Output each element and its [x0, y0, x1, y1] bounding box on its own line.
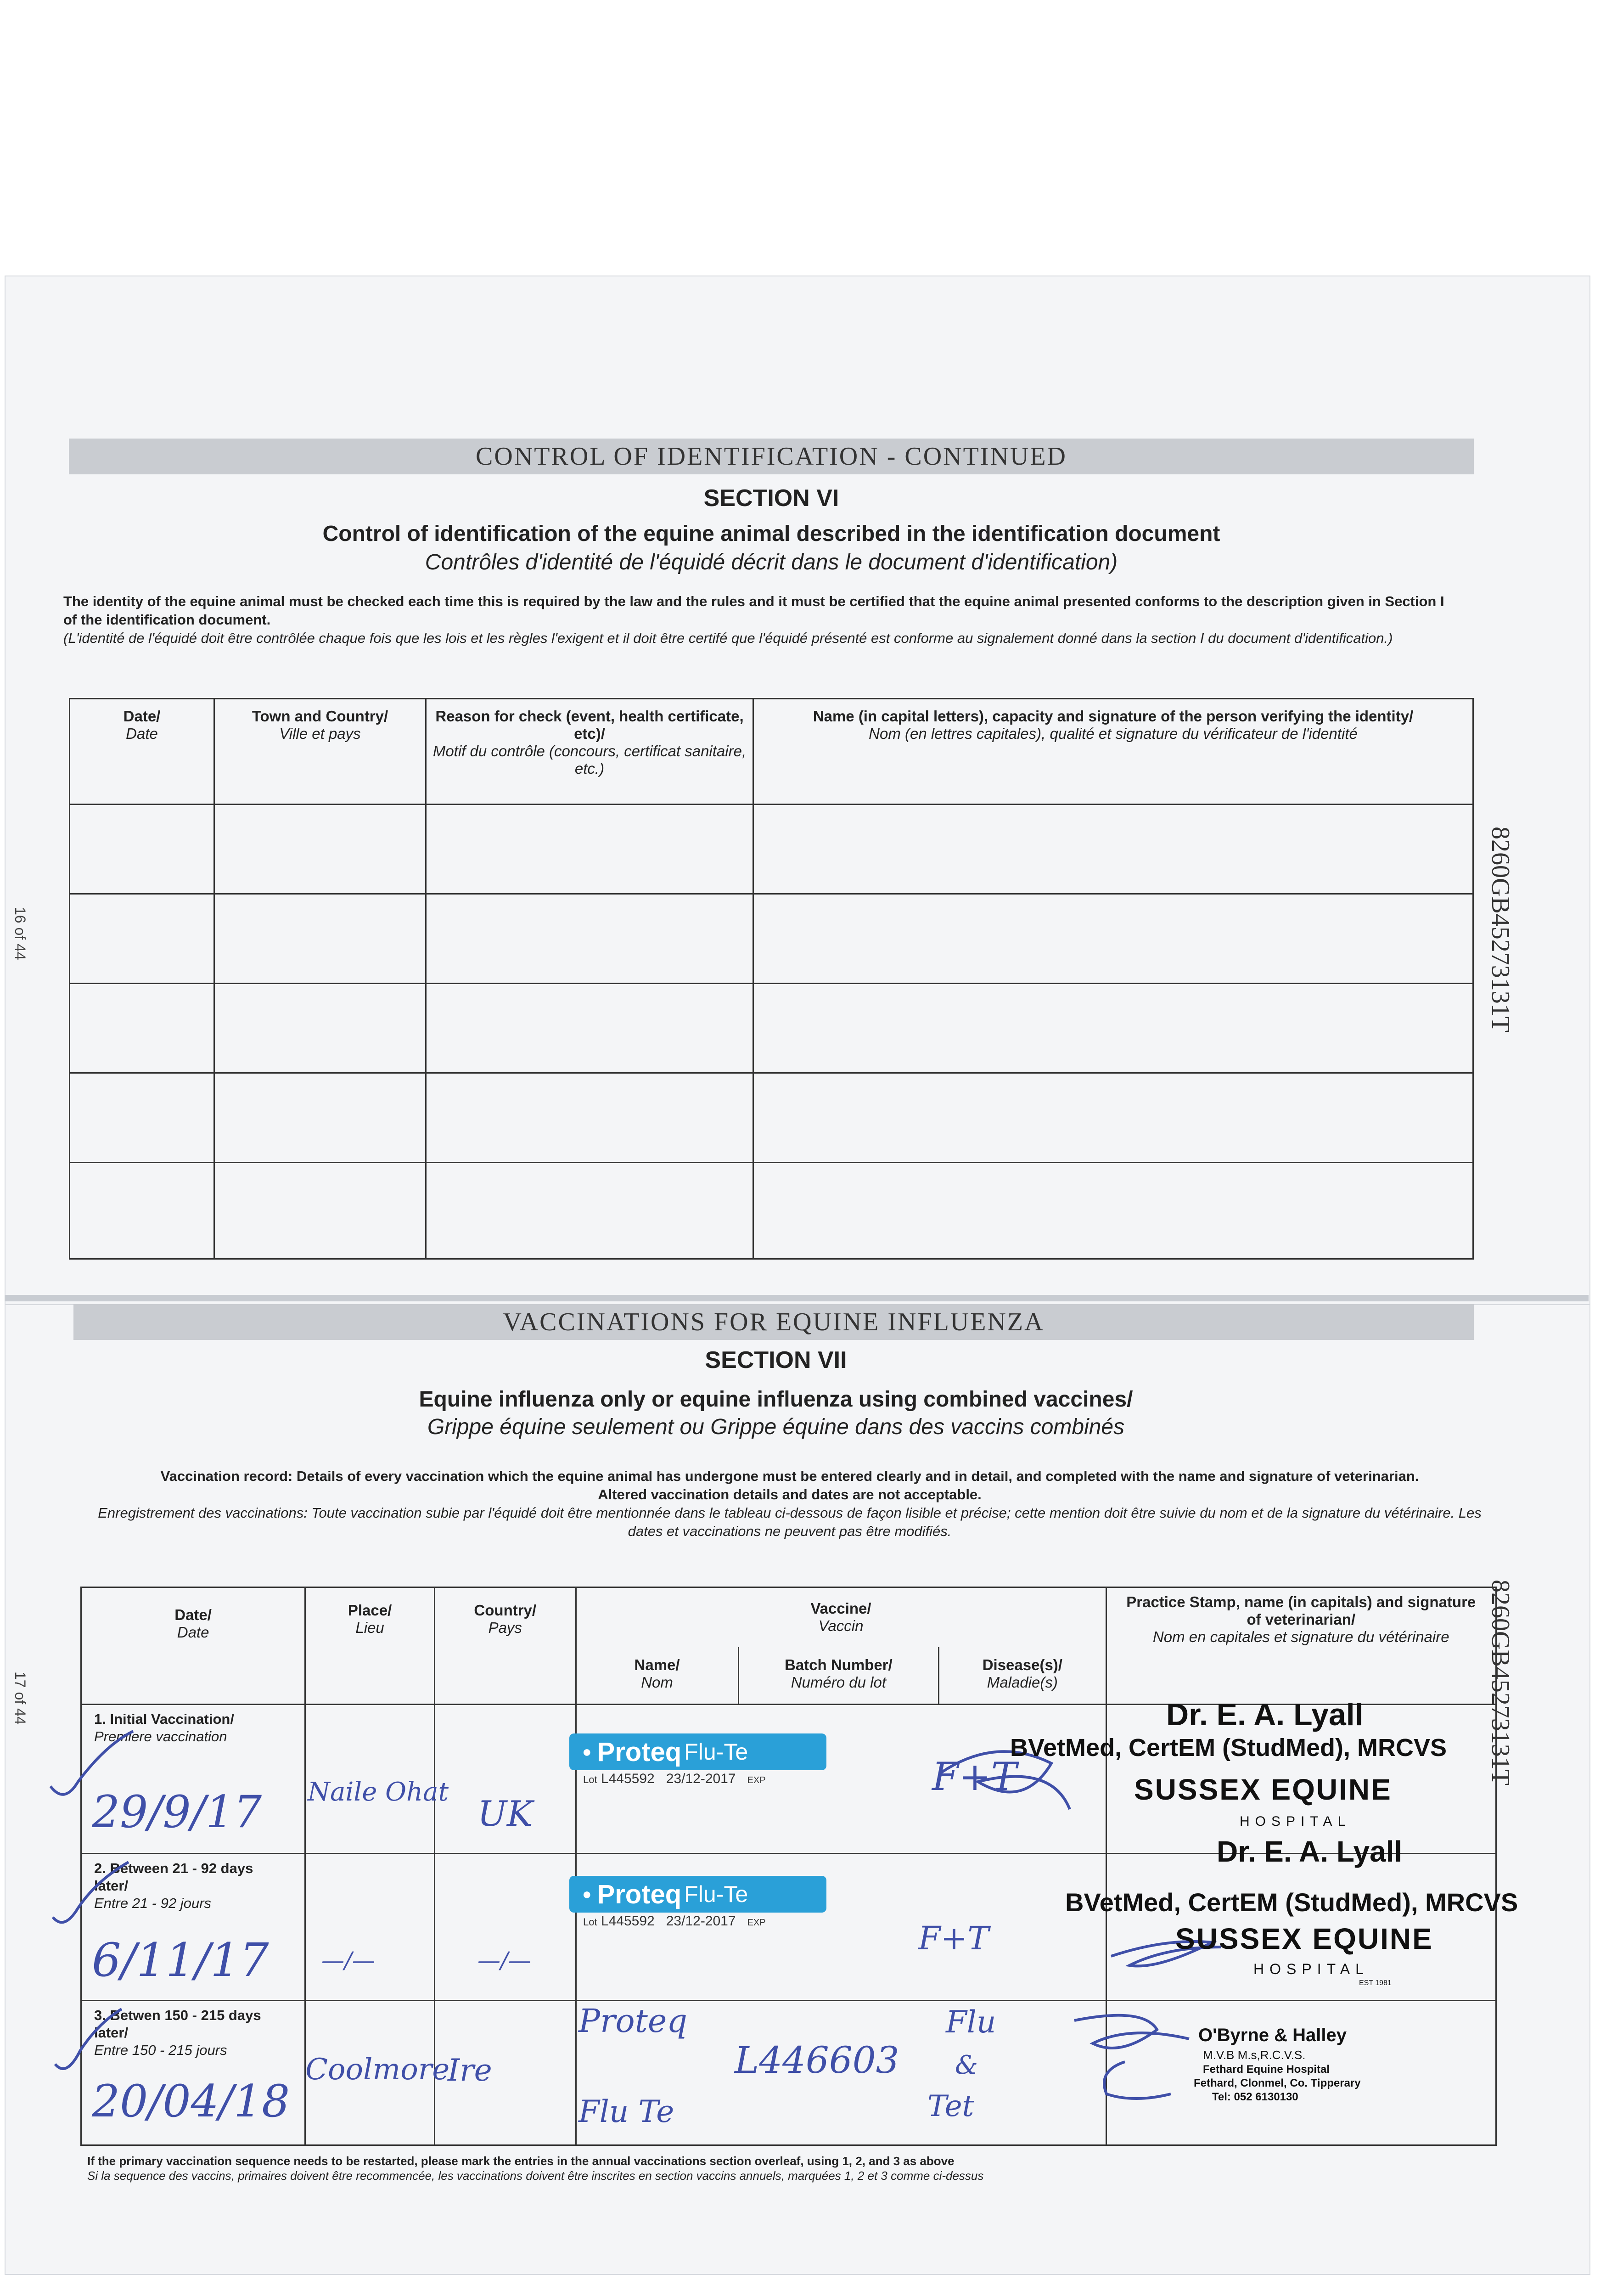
row2-date: 6/11/17 — [92, 1933, 269, 1987]
bottom-section-heading: SECTION VII — [705, 1347, 847, 1373]
cell[interactable] — [426, 984, 753, 1073]
cell[interactable] — [214, 1073, 426, 1163]
col-date: Date/ Date — [123, 708, 161, 742]
top-section-heading: SECTION VI — [703, 485, 839, 512]
row1-vet-quals: BVetMed, CertEM (StudMed), MRCVS — [1010, 1734, 1447, 1761]
bottom-title-en: Equine influenza only or equine influenza using combined vaccines/ — [419, 1387, 1133, 1412]
row1-date: 29/9/17 — [92, 1786, 262, 1838]
row3-practice-tel: Tel: 052 6130130 — [1212, 2091, 1298, 2103]
cell[interactable] — [426, 805, 753, 894]
row3-practice-sub: Fethard, Clonmel, Co. Tipperary — [1194, 2077, 1361, 2089]
row2-vaccine-brand: Proteq — [597, 1879, 682, 1909]
cell[interactable] — [753, 1163, 1473, 1259]
cell[interactable] — [753, 894, 1473, 984]
top-page-number: 16 of 44 — [12, 907, 28, 960]
cell[interactable] — [70, 1163, 214, 1259]
col-verifier: Name (in capital letters), capacity and signature of the person verifying the identity/ Nom (en lettres capitales), qualité et signature du vérificateur de l'identité — [813, 708, 1414, 742]
col-vacc-place: Place/ Lieu — [348, 1602, 392, 1636]
table-row — [70, 984, 1473, 1073]
row1-disease: F+T — [932, 1754, 1017, 1799]
row2-exp-date: 23/12-2017 — [666, 1913, 736, 1929]
col-vaccine-group: Vaccine/ Vaccin — [810, 1600, 871, 1634]
col-town-country: Town and Country/ Ville et pays — [252, 708, 388, 742]
cell[interactable] — [426, 894, 753, 984]
bottom-para-en-b: Altered vaccination details and dates are not acceptable. — [598, 1486, 982, 1503]
row2-country: —/— — [477, 1947, 531, 1974]
bottom-side-code: 8260GB45273131T — [1486, 1580, 1515, 1785]
cell[interactable] — [70, 894, 214, 984]
row3-disease2: & — [955, 2050, 978, 2080]
col-batch: Batch Number/ Numéro du lot — [785, 1656, 893, 1691]
cell[interactable] — [214, 1163, 426, 1259]
col-vacc-country: Country/ Pays — [474, 1602, 537, 1636]
cell[interactable] — [70, 1073, 214, 1163]
row2-vet-name: Dr. E. A. Lyall — [1217, 1835, 1403, 1868]
top-paragraph — [63, 592, 1459, 647]
cell[interactable] — [753, 805, 1473, 894]
footnote-en: If the primary vaccination sequence needs to be restarted, please mark the entries in the annual vaccinations section overleaf, using 1, 2, and 3 as above — [87, 2154, 955, 2168]
row2-practice-est: EST 1981 — [1359, 1979, 1392, 1987]
row2-lot: L445592 — [601, 1913, 655, 1929]
row3-disease3: Tet — [927, 2089, 974, 2123]
cell[interactable] — [214, 805, 426, 894]
col-vaccine-name: Name/ Nom — [634, 1656, 680, 1691]
row3-vet-name: O'Byrne & Halley — [1198, 2025, 1347, 2045]
table-row — [70, 805, 1473, 894]
row3-disease: Flu — [946, 2004, 996, 2040]
cell[interactable] — [426, 1073, 753, 1163]
bottom-para-en-a: Vaccination record: Details of every vaccination which the equine animal has undergone must be entered clearly and in detail, and completed with the name and signature of veterinarian. — [160, 1468, 1419, 1484]
cell[interactable] — [70, 984, 214, 1073]
top-para-fr: (L'identité de l'équidé doit être contrôlée chaque fois que les lois et les règles l'exigent et il doit être certifé que l'équidé présenté est conforme au signalement donné dans la section I du document d'identification.) — [63, 630, 1393, 646]
row3-vaccine-name: Proteq — [578, 2002, 688, 2040]
row1-vaccine-brand: Proteq — [597, 1737, 682, 1767]
drop-icon: ● — [582, 1743, 592, 1761]
top-banner — [69, 439, 1474, 474]
bottom-para-fr: Enregistrement des vaccinations: Toute vaccination subie par l'équidé doit être mentionnée dans le tableau ci-dessous de façon lisible et précise; cette mention doit être suivie du nom et de la signature du vétérinaire. Les dates et vaccinations ne peuvent pas être modifiés. — [98, 1505, 1482, 1539]
bottom-banner — [73, 1304, 1474, 1340]
cell[interactable] — [214, 894, 426, 984]
row3-date: 20/04/18 — [92, 2076, 290, 2127]
row1-exp-date: 23/12-2017 — [666, 1771, 736, 1786]
row3-vaccine-name2: Flu Te — [578, 2094, 674, 2129]
bottom-banner-title: VACCINATIONS FOR EQUINE INFLUENZA — [503, 1308, 1045, 1336]
drop-icon: ● — [582, 1885, 592, 1903]
col-disease: Disease(s)/ Maladie(s) — [982, 1656, 1062, 1691]
top-title-en: Control of identification of the equine animal described in the identification document — [322, 522, 1220, 546]
footnote — [87, 2154, 1327, 2183]
identity-check-table — [69, 698, 1474, 1260]
row3-label: 3. Betwen 150 - 215 days later/ Entre 150 - 215 jours — [94, 2007, 261, 2058]
row2-exp-label: EXP — [747, 1918, 766, 1928]
row1-place: Naile Ohat — [308, 1777, 449, 1807]
footnote-fr: Si la sequence des vaccins, primaires doivent être recommencée, les vaccinations doivent être inscrites en section vaccins annuels, marquées 1, 2 et 3 comme ci-dessus — [87, 2169, 984, 2183]
row1-country: UK — [477, 1793, 533, 1834]
cell[interactable] — [753, 1073, 1473, 1163]
top-banner-title: CONTROL OF IDENTIFICATION - CONTINUED — [476, 442, 1067, 471]
col-vet-stamp: Practice Stamp, name (in capitals) and signature of veterinarian/ Nom en capitales et signature du vétérinaire — [1126, 1593, 1476, 1645]
bottom-title-fr: Grippe équine seulement ou Grippe équine dans des vaccins combinés — [427, 1415, 1125, 1439]
row1-exp-label: EXP — [747, 1775, 766, 1785]
top-title-fr: Contrôles d'identité de l'équidé décrit dans le document d'identification) — [425, 550, 1118, 574]
top-side-code: 8260GB45273131T — [1486, 827, 1515, 1032]
row2-vet-quals: BVetMed, CertEM (StudMed), MRCVS — [1065, 1888, 1518, 1917]
row1-vaccine-sub: Flu-Te — [684, 1739, 748, 1765]
row1-lot-prefix: Lot — [583, 1774, 597, 1785]
row2-lot-prefix: Lot — [583, 1916, 597, 1928]
row1-sticker-band — [569, 1733, 826, 1770]
row1-vaccine-sticker — [569, 1733, 826, 1786]
table-row — [70, 1163, 1473, 1259]
row1-lot: L445592 — [601, 1771, 655, 1786]
row1-vet-name: Dr. E. A. Lyall — [1166, 1697, 1364, 1732]
row3-vet-quals: M.V.B M.s,R.C.V.S. — [1203, 2048, 1306, 2062]
bottom-page-number: 17 of 44 — [12, 1671, 28, 1725]
row2-lot-line — [583, 1913, 766, 1929]
row3-place: Coolmore — [305, 2053, 450, 2087]
row1-label: 1. Initial Vaccination/ Premiere vaccination — [94, 1711, 234, 1745]
bottom-paragraph — [87, 1467, 1492, 1541]
row2-practice: SUSSEX EQUINE — [1175, 1922, 1433, 1955]
cell[interactable] — [214, 984, 426, 1073]
row3-practice: Fethard Equine Hospital — [1203, 2063, 1330, 2076]
row2-vaccine-sticker — [569, 1876, 826, 1929]
row1-lot-line — [583, 1771, 766, 1787]
page-fold — [5, 1295, 1589, 1301]
cell[interactable] — [426, 1163, 753, 1259]
cell[interactable] — [70, 805, 214, 894]
table-row — [70, 894, 1473, 984]
row2-label: 2. Between 21 - 92 days later/ Entre 21 - 92 jours — [94, 1860, 253, 1911]
row2-sticker-band — [569, 1876, 826, 1913]
row2-vaccine-sub: Flu-Te — [684, 1881, 748, 1907]
top-para-en: The identity of the equine animal must be checked each time this is required by the law and the rules and it must be certified that the equine animal presented conforms to the description given in Section I of the identification document. — [63, 593, 1444, 628]
col-reason: Reason for check (event, health certificate, etc)/ Motif du contrôle (concours, certificat sanitaire, etc.) — [432, 708, 747, 777]
table-row — [70, 1073, 1473, 1163]
row1-practice: SUSSEX EQUINE — [1134, 1773, 1392, 1806]
cell[interactable] — [753, 984, 1473, 1073]
col-vacc-date: Date/ Date — [174, 1606, 212, 1641]
row1-practice-sub: HOSPITAL — [1240, 1814, 1351, 1829]
row2-practice-sub: HOSPITAL — [1253, 1961, 1369, 1977]
row3-batch: L446603 — [735, 2039, 899, 2082]
row2-place: —/— — [321, 1947, 375, 1974]
row2-disease: F+T — [918, 1919, 989, 1957]
row3-country: Ire — [448, 2053, 492, 2088]
